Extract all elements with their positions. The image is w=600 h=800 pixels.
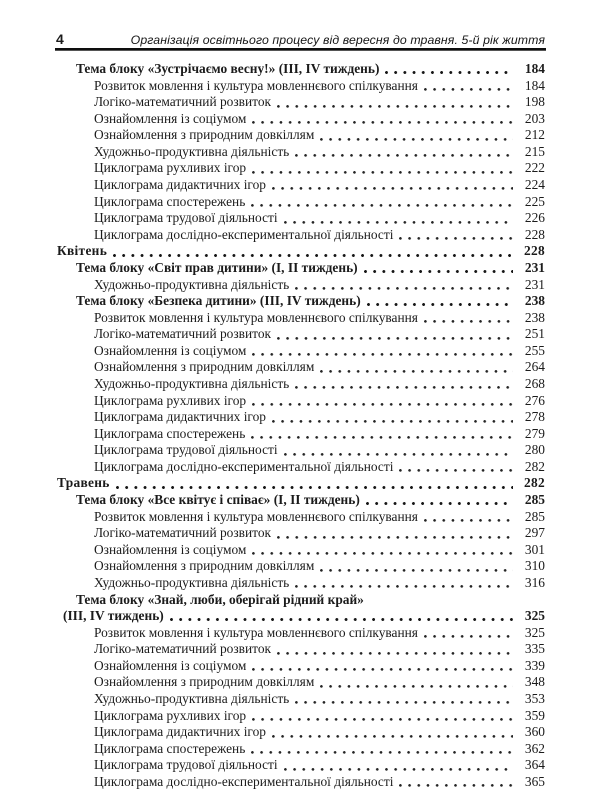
- header-rule: [55, 48, 546, 51]
- toc-entry: [57, 94, 545, 111]
- dot-leader: [318, 359, 513, 376]
- toc-entry-label: Ознайомлення з природним довкіллям: [94, 127, 315, 143]
- dot-leader: [318, 674, 513, 691]
- toc-entry: [57, 542, 545, 559]
- toc-entry-label: Циклограма спостережень: [94, 193, 246, 209]
- dot-leader: [318, 127, 513, 144]
- toc-entry-label: Циклограма трудової діяльності: [94, 210, 278, 226]
- dot-leader: [275, 326, 513, 343]
- dot-leader: [383, 61, 513, 78]
- dot-leader: [168, 608, 513, 625]
- dot-leader: [282, 757, 513, 774]
- toc-page-number: 198: [524, 94, 545, 110]
- dot-leader: [293, 376, 513, 393]
- toc-entry-label: Ознайомлення з природним довкіллям: [94, 674, 315, 690]
- toc-entry-label: Логіко-математичний розвиток: [94, 326, 272, 342]
- toc-entry-label: Циклограма спостережень: [94, 740, 246, 756]
- dot-leader: [422, 310, 513, 327]
- toc-entry-label: Циклограма рухливих ігор: [94, 392, 247, 408]
- toc-entry-label: Художньо-продуктивна діяльність: [94, 375, 290, 391]
- dot-leader: [422, 625, 513, 642]
- toc-page-number: 339: [524, 657, 545, 673]
- toc-entry: [57, 194, 545, 211]
- dot-leader: [250, 658, 513, 675]
- toc-entry-label: Циклограма трудової діяльності: [94, 757, 278, 773]
- toc-entry-label: Циклограма дидактичних ігор: [94, 409, 266, 425]
- dot-leader: [318, 558, 513, 575]
- toc-entry: [57, 691, 545, 708]
- toc-entry-label: Тема блоку «Безпека дитини» (III, IV тиждень): [76, 293, 361, 309]
- toc-entry-label: Тема блоку «Все квітує і співає» (I, II тиждень): [76, 492, 360, 508]
- toc-entry: [57, 658, 545, 675]
- toc-entry: [57, 393, 545, 410]
- toc-entry-label: Ознайомлення з природним довкіллям: [94, 558, 315, 574]
- toc-entry: [57, 310, 545, 327]
- toc-page-number: 226: [524, 210, 545, 226]
- toc-entry: [57, 525, 545, 542]
- toc-entry-label: Тема блоку «Світ прав дитини» (I, II тиждень): [76, 259, 358, 275]
- toc-entry: [57, 144, 545, 161]
- toc-entry: [57, 459, 545, 476]
- toc-page-number: 276: [524, 392, 545, 408]
- toc-page-number: 224: [524, 177, 545, 193]
- dot-leader: [275, 641, 513, 658]
- toc-entry-label: (III, IV тиждень): [63, 608, 164, 624]
- toc-entry-label: Логіко-математичний розвиток: [94, 94, 272, 110]
- dot-leader: [249, 426, 513, 443]
- toc-entry: [57, 708, 545, 725]
- toc-page-number: 264: [524, 359, 545, 375]
- toc-page-number: 348: [524, 674, 545, 690]
- toc-page-number: 316: [524, 574, 545, 590]
- toc-entry-label: Циклограма дидактичних ігор: [94, 177, 266, 193]
- toc-entry-label: Художньо-продуктивна діяльність: [94, 690, 290, 706]
- toc-entry-label: Художньо-продуктивна діяльність: [94, 143, 290, 159]
- toc-page-number: 282: [524, 475, 545, 491]
- table-of-contents: [57, 61, 545, 790]
- toc-page-number: 359: [524, 707, 545, 723]
- toc-entry: [57, 243, 545, 260]
- toc-entry-label: Тема блоку «Знай, люби, оберігай рідний край»: [76, 591, 364, 607]
- toc-entry-label: Циклограма рухливих ігор: [94, 707, 247, 723]
- toc-page-number: 228: [524, 243, 545, 259]
- dot-leader: [250, 111, 513, 128]
- toc-page-number: 325: [524, 624, 545, 640]
- toc-page-number: 297: [524, 525, 545, 541]
- toc-page-number: 215: [524, 143, 545, 159]
- page-header: [56, 31, 545, 47]
- toc-page-number: 231: [524, 259, 545, 275]
- toc-entry: [57, 260, 545, 277]
- toc-page-number: 184: [524, 61, 545, 76]
- toc-entry-label: Тема блоку «Зустрічаємо весну!» (III, IV тиждень): [76, 61, 380, 76]
- toc-entry-label: Циклограма дослідно-експериментальної діяльності: [94, 773, 394, 789]
- toc-page-number: 251: [524, 326, 545, 342]
- toc-entry: [57, 757, 545, 774]
- dot-leader: [397, 227, 513, 244]
- toc-entry: [57, 326, 545, 343]
- toc-entry: [57, 409, 545, 426]
- toc-entry: [57, 127, 545, 144]
- toc-entry: [57, 592, 545, 609]
- toc-entry-label: Художньо-продуктивна діяльність: [94, 574, 290, 590]
- toc-entry-label: Логіко-математичний розвиток: [94, 525, 272, 541]
- toc-page-number: 364: [524, 757, 545, 773]
- toc-page-number: 280: [524, 442, 545, 458]
- toc-entry: [57, 492, 545, 509]
- toc-entry: [57, 442, 545, 459]
- toc-page-number: 231: [524, 276, 545, 292]
- dot-leader: [250, 393, 513, 410]
- dot-leader: [397, 459, 513, 476]
- toc-page-number: 255: [524, 342, 545, 358]
- toc-entry-label: Розвиток мовлення і культура мовленнєвого спілкування: [94, 77, 418, 93]
- toc-entry: [57, 227, 545, 244]
- dot-leader: [275, 94, 513, 111]
- toc-page-number: 228: [524, 226, 545, 242]
- toc-page-number: 301: [524, 541, 545, 557]
- toc-entry-label: Квітень: [57, 243, 108, 259]
- toc-entry: [57, 674, 545, 691]
- toc-page-number: 285: [524, 508, 545, 524]
- toc-entry: [57, 160, 545, 177]
- dot-leader: [422, 78, 513, 95]
- dot-leader: [270, 724, 513, 741]
- toc-page-number: 222: [524, 160, 545, 176]
- running-title: Організація освітнього процесу від вересня до травня. 5-й рік життя: [130, 33, 545, 47]
- toc-entry: [57, 343, 545, 360]
- dot-leader: [249, 741, 513, 758]
- toc-page-number: 212: [524, 127, 545, 143]
- toc-entry: [57, 741, 545, 758]
- toc-page-number: 325: [524, 608, 545, 624]
- dot-leader: [397, 774, 513, 791]
- toc-entry: [57, 359, 545, 376]
- dot-leader: [362, 260, 513, 277]
- dot-leader: [270, 177, 513, 194]
- toc-entry: [57, 509, 545, 526]
- toc-entry: [57, 426, 545, 443]
- toc-entry-label: Циклограма дидактичних ігор: [94, 724, 266, 740]
- toc-entry: [57, 608, 545, 625]
- toc-page-number: 335: [524, 641, 545, 657]
- toc-entry: [57, 575, 545, 592]
- toc-entry-label: Ознайомлення із соціумом: [94, 110, 247, 126]
- toc-entry: [57, 774, 545, 791]
- toc-page-number: 279: [524, 425, 545, 441]
- dot-leader: [282, 210, 513, 227]
- toc-page-number: 285: [524, 492, 545, 508]
- toc-page-number: 365: [524, 773, 545, 789]
- toc-entry: [57, 724, 545, 741]
- toc-page-number: 238: [524, 293, 545, 309]
- dot-leader: [114, 475, 513, 492]
- toc-page-number: 203: [524, 110, 545, 126]
- toc-entry-label: Циклограма рухливих ігор: [94, 160, 247, 176]
- dot-leader: [293, 575, 513, 592]
- folio-page-number: 4: [56, 31, 65, 47]
- dot-leader: [249, 194, 513, 211]
- toc-entry: [57, 376, 545, 393]
- dot-leader: [250, 343, 513, 360]
- toc-page-number: 225: [524, 193, 545, 209]
- toc-page-number: 360: [524, 724, 545, 740]
- toc-entry-label: Циклограма дослідно-експериментальної діяльності: [94, 226, 394, 242]
- toc-entry-label: Циклограма спостережень: [94, 425, 246, 441]
- toc-entry: [57, 625, 545, 642]
- toc-entry-label: Циклограма дослідно-експериментальної діяльності: [94, 458, 394, 474]
- toc-entry: [57, 558, 545, 575]
- toc-entry: [57, 293, 545, 310]
- toc-entry: [57, 78, 545, 95]
- toc-entry-label: Логіко-математичний розвиток: [94, 641, 272, 657]
- toc-entry: [57, 475, 545, 492]
- toc-entry: [57, 111, 545, 128]
- toc-entry: [57, 641, 545, 658]
- dot-leader: [293, 691, 513, 708]
- dot-leader: [282, 442, 513, 459]
- dot-leader: [250, 160, 513, 177]
- toc-page-number: 282: [524, 458, 545, 474]
- dot-leader: [250, 542, 513, 559]
- toc-entry-label: Ознайомлення із соціумом: [94, 541, 247, 557]
- dot-leader: [275, 525, 513, 542]
- toc-entry-label: Травень: [57, 475, 110, 491]
- dot-leader: [422, 509, 513, 526]
- dot-leader: [364, 492, 513, 509]
- toc-entry: [57, 61, 545, 78]
- toc-entry: [57, 277, 545, 294]
- toc-entry-label: Ознайомлення з природним довкіллям: [94, 359, 315, 375]
- dot-leader: [111, 243, 513, 260]
- toc-page-number: 238: [524, 309, 545, 325]
- toc-entry-label: Ознайомлення із соціумом: [94, 657, 247, 673]
- toc-page-number: 278: [524, 409, 545, 425]
- toc-page-number: 362: [524, 740, 545, 756]
- toc-entry-label: Ознайомлення із соціумом: [94, 342, 247, 358]
- toc-entry-label: Розвиток мовлення і культура мовленнєвого спілкування: [94, 624, 418, 640]
- dot-leader: [270, 409, 513, 426]
- toc-entry: [57, 177, 545, 194]
- dot-leader: [365, 293, 513, 310]
- toc-page-number: 353: [524, 690, 545, 706]
- toc-entry-label: Розвиток мовлення і культура мовленнєвого спілкування: [94, 309, 418, 325]
- toc-entry-label: Розвиток мовлення і культура мовленнєвого спілкування: [94, 508, 418, 524]
- toc-page-number: 184: [524, 77, 545, 93]
- toc-entry-label: Художньо-продуктивна діяльність: [94, 276, 290, 292]
- toc-page-number: 310: [524, 558, 545, 574]
- dot-leader: [250, 708, 513, 725]
- toc-entry-label: Циклограма трудової діяльності: [94, 442, 278, 458]
- toc-entry: [57, 210, 545, 227]
- toc-page-number: 268: [524, 375, 545, 391]
- dot-leader: [293, 277, 513, 294]
- dot-leader: [293, 144, 513, 161]
